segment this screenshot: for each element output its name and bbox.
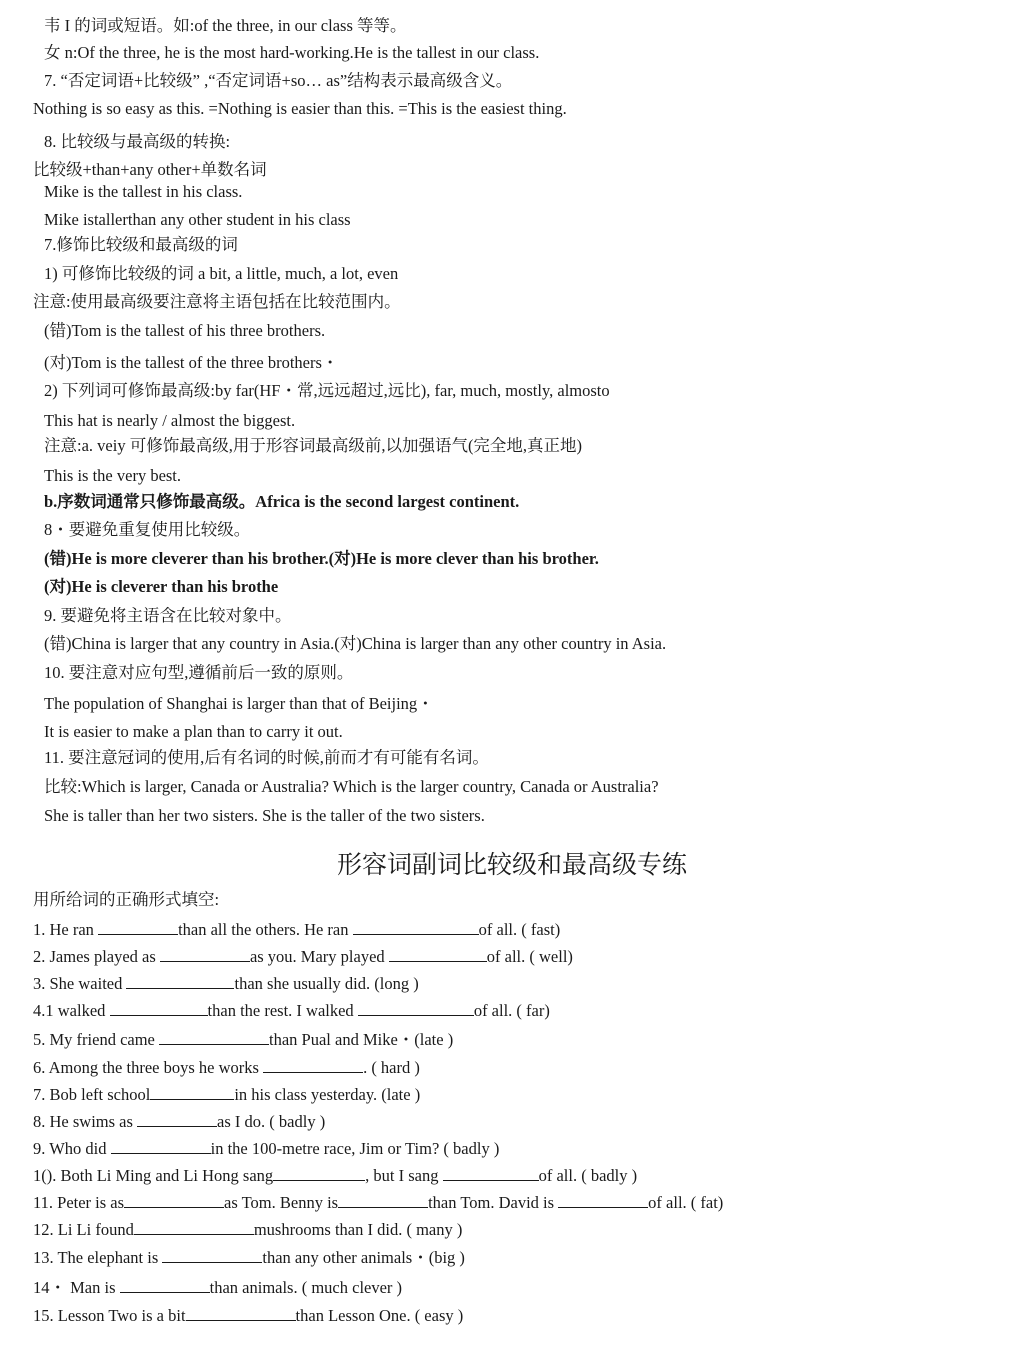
answer-blank[interactable] [126,973,234,989]
exercise-text: 6. Among the three boys he works [33,1058,264,1077]
exercise-item [33,1277,402,1298]
note-line: (对)Tom is the tallest of the three brothers・ [44,353,339,372]
answer-blank[interactable] [134,1219,254,1235]
exercise-text: 2. James played as [33,947,160,966]
note-line: The population of Shanghai is larger than that of Beijing・ [44,694,434,713]
exercise-text: as Tom. Benny is [224,1193,339,1212]
note-line: This is the very best. [44,466,182,485]
exercise-text: as you. Mary played [249,947,389,966]
answer-blank[interactable] [98,919,178,935]
note-line: 韦 I 的词或短语。如:of the three, in our class 等等。 [44,16,407,35]
exercise-item [33,1029,453,1050]
note-line: It is easier to make a plan than to carry it out. [44,722,343,741]
note-line: 7.修饰比较级和最高级的词 [44,235,238,254]
answer-blank[interactable] [160,946,250,962]
answer-blank[interactable] [111,1138,211,1154]
exercise-item [33,1192,723,1213]
note-line: b.序数词通常只修饰最高级。Africa is the second largest continent. [44,492,520,511]
answer-blank[interactable] [120,1277,210,1293]
exercise-text: 1(). Both Li Ming and Li Hong sang [33,1166,274,1185]
exercise-text: of all. ( fat) [648,1193,724,1212]
exercise-text: 11. Peter is as [33,1193,125,1212]
exercise-text: 5. My friend came [33,1030,159,1049]
note-line: 9. 要避免将主语含在比较对象中。 [44,606,292,625]
exercise-text: 9. Who did [33,1139,111,1158]
exercise-item [33,946,573,967]
exercise-instruction: 用所给词的正确形式填空: [33,890,220,909]
exercise-item [33,1084,420,1105]
note-line: 7. “否定词语+比较级” ,“否定词语+so… as”结构表示最高级含义。 [44,71,513,90]
exercise-text: 14・ Man is [33,1278,120,1297]
exercise-item [33,919,560,940]
note-line: (错)Tom is the tallest of his three brothers. [44,321,326,340]
exercise-text: of all. ( badly ) [538,1166,638,1185]
exercise-text: 12. Li Li found [33,1220,134,1239]
note-line: 8. 比较级与最高级的转换: [44,132,231,151]
exercise-text: in the 100-metre race, Jim or Tim? ( badly ) [210,1139,500,1158]
exercise-title: 形容词副词比较级和最高级专练 [336,852,687,879]
exercise-text: 8. He swims as [33,1112,138,1131]
exercise-text: than she usually did. (long ) [234,974,419,993]
exercise-item [33,1247,465,1268]
exercise-item [33,1111,325,1132]
exercise-text: as I do. ( badly ) [217,1112,326,1131]
exercise-text: 3. She waited [33,974,127,993]
note-line: This hat is nearly / almost the biggest. [44,411,296,430]
note-line: (错)He is more cleverer than his brother.(对)He is more clever than his brother. [44,549,599,568]
note-line: 2) 下列词可修饰最高级:by far(HF・常,远远超过,远比), far, much, mostly, almosto [44,381,610,400]
note-line: Mike is the tallest in his class. [44,182,243,201]
note-line: 10. 要注意对应句型,遵循前后一致的原则。 [44,663,354,682]
exercise-item [33,1138,499,1159]
note-line: (错)China is larger that any country in Asia.(对)China is larger than any other country in Asia. [44,634,667,653]
exercise-text: than any other animals・(big ) [262,1248,465,1267]
exercise-item [33,1057,420,1078]
exercise-text: than the rest. I walked [207,1001,358,1020]
answer-blank[interactable] [353,919,479,935]
note-line: 比较:Which is larger, Canada or Australia? Which is the larger country, Canada or Australia? [44,777,659,796]
answer-blank[interactable] [338,1192,428,1208]
answer-blank[interactable] [137,1111,217,1127]
exercise-text: . ( hard ) [363,1058,420,1077]
answer-blank[interactable] [263,1057,363,1073]
exercise-text: mushrooms than I did. ( many ) [253,1220,463,1239]
answer-blank[interactable] [150,1084,234,1100]
note-line: (对)He is cleverer than his brothe [44,577,279,596]
exercise-text: 4.1 walked [33,1001,110,1020]
exercise-item [33,1165,637,1186]
exercise-text: of all. ( fast) [478,920,561,939]
exercise-text: of all. ( far) [473,1001,550,1020]
answer-blank[interactable] [162,1247,262,1263]
answer-blank[interactable] [443,1165,539,1181]
answer-blank[interactable] [124,1192,224,1208]
answer-blank[interactable] [273,1165,365,1181]
exercise-text: 7. Bob left school [33,1085,151,1104]
exercise-text: than animals. ( much clever ) [209,1278,403,1297]
exercise-item [33,1219,462,1240]
note-line: 注意:a. veiy 可修饰最高级,用于形容词最高级前,以加强语气(完全地,真正地) [44,436,583,455]
exercise-item [33,973,419,994]
note-line: She is taller than her two sisters. She is the taller of the two sisters. [44,806,485,825]
exercise-text: 1. He ran [33,920,99,939]
answer-blank[interactable] [558,1192,648,1208]
exercise-item [33,1305,463,1326]
note-line: 注意:使用最高级要注意将主语包括在比较范围内。 [33,292,401,311]
answer-blank[interactable] [159,1029,269,1045]
exercise-text: than Pual and Mike・(late ) [269,1030,454,1049]
exercise-text: 15. Lesson Two is a bit [33,1306,186,1325]
answer-blank[interactable] [389,946,487,962]
note-line: Nothing is so easy as this. =Nothing is easier than this. =This is the easiest thing. [33,99,567,118]
exercise-text: of all. ( well) [486,947,573,966]
note-line: 女 n:Of the three, he is the most hard-working.He is the tallest in our class. [44,43,540,62]
exercise-text: than all the others. He ran [178,920,353,939]
answer-blank[interactable] [358,1000,474,1016]
exercise-text: 13. The elephant is [33,1248,163,1267]
note-line: 8・要避免重复使用比较级。 [44,520,251,539]
answer-blank[interactable] [186,1305,296,1321]
note-line: Mike istallerthan any other student in his class [44,210,351,229]
exercise-text: than Lesson One. ( easy ) [295,1306,464,1325]
exercise-text: , but I sang [365,1166,443,1185]
answer-blank[interactable] [110,1000,208,1016]
note-line: 11. 要注意冠词的使用,后有名词的时候,前而才有可能有名词。 [44,748,489,767]
exercise-item [33,1000,550,1021]
exercise-text: than Tom. David is [428,1193,559,1212]
note-line: 1) 可修饰比较级的词 a bit, a little, much, a lot, even [44,264,399,283]
exercise-text: in his class yesterday. (late ) [234,1085,421,1104]
note-line: 比较级+than+any other+单数名词 [33,160,267,179]
